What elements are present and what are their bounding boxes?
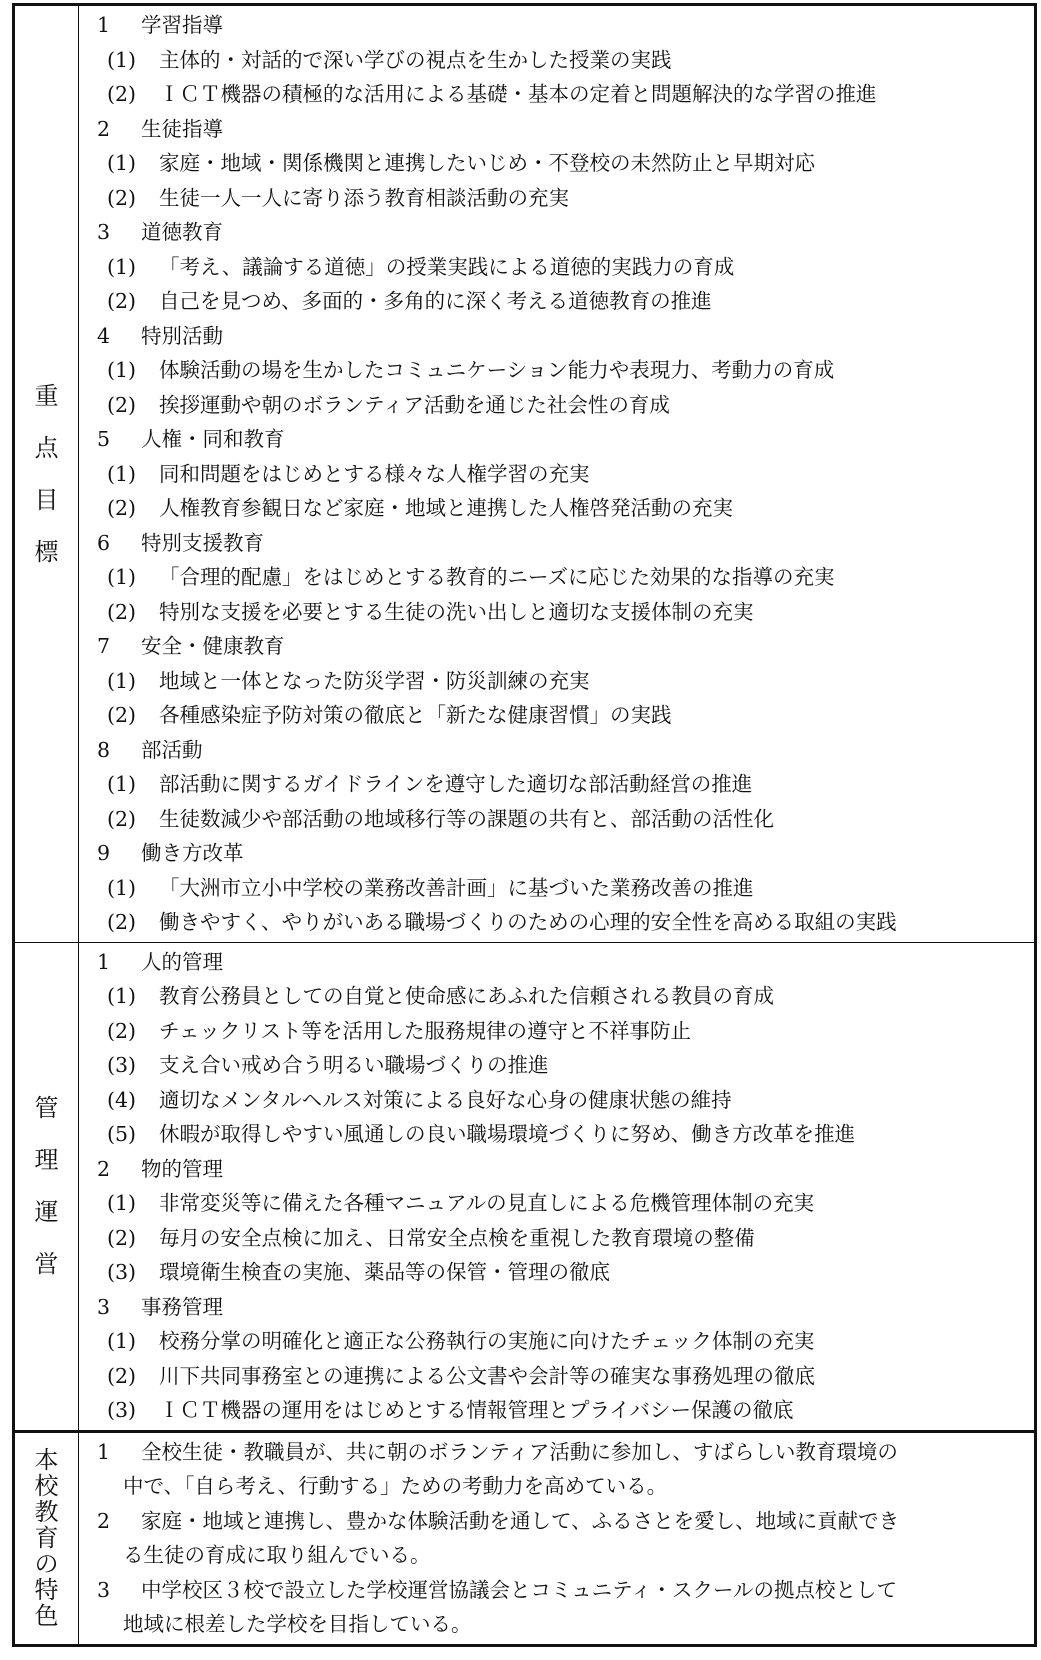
list-item <box>79 664 1034 699</box>
heading-title: 特別支援教育 <box>141 530 264 555</box>
label-char: 重 <box>34 381 59 410</box>
focus-goals-row <box>14 5 1036 943</box>
item-marker: (2) <box>107 392 137 417</box>
list-item <box>79 595 1034 630</box>
management-content <box>79 942 1036 1431</box>
heading-title: 安全・健康教育 <box>141 634 285 658</box>
item-text: 家庭・地域・関係機関と連携したいじめ・不登校の未然防止と早期対応 <box>159 151 815 175</box>
feature-item <box>79 1435 1034 1504</box>
item-text: 校務分掌の明確化と適正な公務執行の実施に向けたチェック体制の充実 <box>159 1329 815 1353</box>
feature-number: 1 <box>97 1439 111 1464</box>
school-features-content <box>79 1431 1036 1645</box>
heading-number: 3 <box>97 1294 111 1319</box>
label-char: 標 <box>34 537 59 566</box>
list-item <box>79 77 1034 112</box>
item-marker: (3) <box>107 1398 137 1422</box>
label-char: 色 <box>34 1602 59 1630</box>
section-heading <box>79 526 1034 561</box>
list-item <box>79 871 1034 906</box>
item-marker: (1) <box>107 151 137 175</box>
item-marker: (1) <box>107 461 137 486</box>
item-text: 同和問題をはじめとする様々な人権学習の充実 <box>159 461 590 486</box>
item-marker: (1) <box>107 668 137 693</box>
list-item <box>79 1359 1034 1394</box>
label-char: 管 <box>34 1094 59 1122</box>
section-heading <box>79 733 1034 768</box>
item-marker: (1) <box>107 47 137 72</box>
label-char: の <box>34 1550 59 1578</box>
label-char: 育 <box>34 1524 59 1552</box>
item-marker: (4) <box>107 1087 137 1112</box>
item-text: 川下共同事務室との連携による公文書や会計等の確実な事務処理の徹底 <box>159 1363 815 1388</box>
heading-title: 生徒指導 <box>141 116 223 141</box>
heading-number: 7 <box>97 634 111 658</box>
section-heading <box>79 319 1034 354</box>
heading-number: 1 <box>97 949 111 974</box>
item-text: 挨拶運動や朝のボランティア活動を通じた社会性の育成 <box>159 392 670 417</box>
feature-item <box>79 1573 1034 1642</box>
list-item <box>79 491 1034 526</box>
item-text: 毎月の安全点検に加え、日常安全点検を重視した教育環境の整備 <box>159 1225 755 1250</box>
heading-number: 9 <box>97 841 111 865</box>
heading-title: 部活動 <box>141 737 203 762</box>
section-heading <box>79 836 1034 871</box>
item-marker: (1) <box>107 875 137 900</box>
list-item <box>79 802 1034 837</box>
item-marker: (2) <box>107 1225 137 1250</box>
label-char: 目 <box>34 485 59 514</box>
management-label <box>35 1082 59 1290</box>
list-item <box>79 1014 1034 1049</box>
item-text: 休暇が取得しやすい風通しの良い職場環境づくりに努め、働き方改革を推進 <box>159 1122 856 1146</box>
item-marker: (2) <box>107 806 137 831</box>
label-char: 理 <box>34 1146 59 1174</box>
list-item <box>79 1186 1034 1221</box>
item-marker: (1) <box>107 565 137 589</box>
item-marker: (5) <box>107 1122 137 1146</box>
item-marker: (1) <box>107 1329 137 1353</box>
focus-goals-content <box>79 5 1036 943</box>
feature-number: 3 <box>97 1577 111 1602</box>
item-marker: (2) <box>107 910 137 934</box>
item-marker: (2) <box>107 1363 137 1388</box>
item-marker: (2) <box>107 185 137 210</box>
item-text: 適切なメンタルヘルス対策による良好な心身の健康状態の維持 <box>159 1087 732 1112</box>
item-text: 地域と一体となった防災学習・防災訓練の充実 <box>159 668 590 693</box>
item-text: 働きやすく、やりがいある職場づくりのための心理的安全性を高める取組の実践 <box>159 910 897 934</box>
list-item <box>79 284 1034 319</box>
school-features-label <box>35 1447 59 1629</box>
item-text: 「合理的配慮」をはじめとする教育的ニーズに応じた効果的な指導の充実 <box>159 565 835 589</box>
heading-title: 人的管理 <box>141 949 223 974</box>
item-text: 人権教育参観日など家庭・地域と連携した人権啓発活動の充実 <box>159 496 733 520</box>
item-text: ＩＣＴ機器の運用をはじめとする情報管理とプライバシー保護の徹底 <box>159 1398 794 1422</box>
heading-number: 2 <box>97 1156 111 1181</box>
item-marker: (1) <box>107 254 137 279</box>
feature-text-1: 中学校区３校で設立した学校運営協議会とコミュニティ・スクールの拠点校として <box>141 1577 898 1602</box>
item-marker: (3) <box>107 1053 137 1077</box>
heading-title: 物的管理 <box>141 1156 223 1181</box>
item-text: 支え合い戒め合う明るい職場づくりの推進 <box>159 1053 549 1077</box>
item-marker: (2) <box>107 289 137 313</box>
feature-line-1 <box>97 1573 1030 1608</box>
list-item <box>79 1083 1034 1118</box>
heading-number: 3 <box>97 220 111 244</box>
list-item <box>79 560 1034 595</box>
item-marker: (1) <box>107 358 137 382</box>
label-char: 教 <box>34 1498 59 1526</box>
heading-title: 事務管理 <box>141 1294 223 1319</box>
list-item <box>79 698 1034 733</box>
list-item <box>79 1048 1034 1083</box>
item-text: 「考え、議論する道徳」の授業実践による道徳的実践力の育成 <box>159 254 735 279</box>
list-item <box>79 388 1034 423</box>
list-item <box>79 1393 1034 1428</box>
list-item <box>79 979 1034 1014</box>
list-item <box>79 457 1034 492</box>
item-text: 自己を見つめ、多面的・多角的に深く考える道徳教育の推進 <box>159 289 712 313</box>
item-text: 環境衛生検査の実施、薬品等の保管・管理の徹底 <box>159 1260 610 1284</box>
list-item <box>79 1117 1034 1152</box>
item-text: 各種感染症予防対策の徹底と「新たな健康習慣」の実践 <box>159 703 672 727</box>
school-features-row <box>14 1431 1036 1645</box>
section-heading <box>79 1290 1034 1325</box>
item-text: 主体的・対話的で深い学びの視点を生かした授業の実践 <box>159 47 672 72</box>
heading-title: 特別活動 <box>141 323 223 348</box>
list-item <box>79 1221 1034 1256</box>
item-marker: (3) <box>107 1260 137 1284</box>
list-item <box>79 43 1034 78</box>
heading-number: 2 <box>97 116 111 141</box>
section-heading <box>79 215 1034 250</box>
management-label-cell <box>14 942 79 1431</box>
list-item <box>79 353 1034 388</box>
section-heading <box>79 629 1034 664</box>
label-char: 運 <box>34 1198 59 1226</box>
list-item <box>79 905 1034 940</box>
management-row <box>14 942 1036 1431</box>
feature-text-1: 家庭・地域と連携し、豊かな体験活動を通して、ふるさとを愛し、地域に貢献でき <box>141 1508 900 1533</box>
heading-number: 8 <box>97 737 111 762</box>
feature-text-2: る生徒の育成に取り組んでいる。 <box>123 1543 431 1567</box>
item-marker: (2) <box>107 703 137 727</box>
section-heading <box>79 422 1034 457</box>
list-item <box>79 181 1034 216</box>
heading-number: 5 <box>97 427 111 451</box>
heading-number: 4 <box>97 323 111 348</box>
list-item <box>79 250 1034 285</box>
list-item <box>79 146 1034 181</box>
label-char: 営 <box>34 1250 59 1278</box>
section-heading <box>79 945 1034 980</box>
heading-title: 道徳教育 <box>141 220 223 244</box>
list-item <box>79 767 1034 802</box>
item-marker: (2) <box>107 599 137 624</box>
item-marker: (2) <box>107 496 137 520</box>
feature-text-2: 地域に根差した学校を目指している。 <box>123 1612 472 1636</box>
item-marker: (1) <box>107 1191 137 1215</box>
heading-title: 働き方改革 <box>141 841 244 865</box>
label-char: 本 <box>34 1446 59 1474</box>
item-marker: (2) <box>107 1018 137 1043</box>
focus-goals-label-cell <box>14 5 79 943</box>
item-text: 部活動に関するガイドラインを遵守した適切な部活動経営の推進 <box>159 772 753 796</box>
list-item <box>79 1255 1034 1290</box>
label-char: 特 <box>34 1576 59 1604</box>
item-text: チェックリスト等を活用した服務規律の遵守と不祥事防止 <box>159 1018 691 1043</box>
item-marker: (1) <box>107 772 137 796</box>
school-plan-table <box>12 3 1037 1647</box>
label-char: 校 <box>34 1472 59 1500</box>
feature-line-1 <box>97 1504 1030 1539</box>
focus-goals-label <box>35 370 59 578</box>
item-text: 特別な支援を必要とする生徒の洗い出しと適切な支援体制の充実 <box>159 599 754 624</box>
item-text: 生徒数減少や部活動の地域移行等の課題の共有と、部活動の活性化 <box>159 806 774 831</box>
school-features-label-cell <box>14 1431 79 1645</box>
heading-title: 人権・同和教育 <box>141 427 285 451</box>
heading-title: 学習指導 <box>141 13 223 37</box>
heading-number: 6 <box>97 530 111 555</box>
heading-number: 1 <box>97 13 111 37</box>
feature-text-2: 中で、「自ら考え、行動する」ための考動力を高めている。 <box>123 1474 668 1498</box>
list-item <box>79 1324 1034 1359</box>
item-marker: (1) <box>107 984 137 1008</box>
item-marker: (2) <box>107 82 137 106</box>
section-heading <box>79 1152 1034 1187</box>
item-text: 「大洲市立小中学校の業務改善計画」に基づいた業務改善の推進 <box>159 875 754 900</box>
item-text: 生徒一人一人に寄り添う教育相談活動の充実 <box>159 185 569 210</box>
feature-text-1: 全校生徒・教職員が、共に朝のボランティア活動に参加し、すばらしい教育環境の <box>141 1439 898 1464</box>
item-text: 教育公務員としての自覚と使命感にあふれた信頼される教員の育成 <box>159 984 774 1008</box>
item-text: ＩＣＴ機器の積極的な活用による基礎・基本の定着と問題解決的な学習の推進 <box>159 82 877 106</box>
section-heading <box>79 112 1034 147</box>
feature-item <box>79 1504 1034 1573</box>
section-heading <box>79 8 1034 43</box>
item-text: 非常変災等に備えた各種マニュアルの見直しによる危機管理体制の充実 <box>159 1191 815 1215</box>
item-text: 体験活動の場を生かしたコミュニケーション能力や表現力、考動力の育成 <box>159 358 835 382</box>
feature-line-1 <box>97 1435 1030 1470</box>
feature-number: 2 <box>97 1508 111 1533</box>
label-char: 点 <box>34 433 59 462</box>
